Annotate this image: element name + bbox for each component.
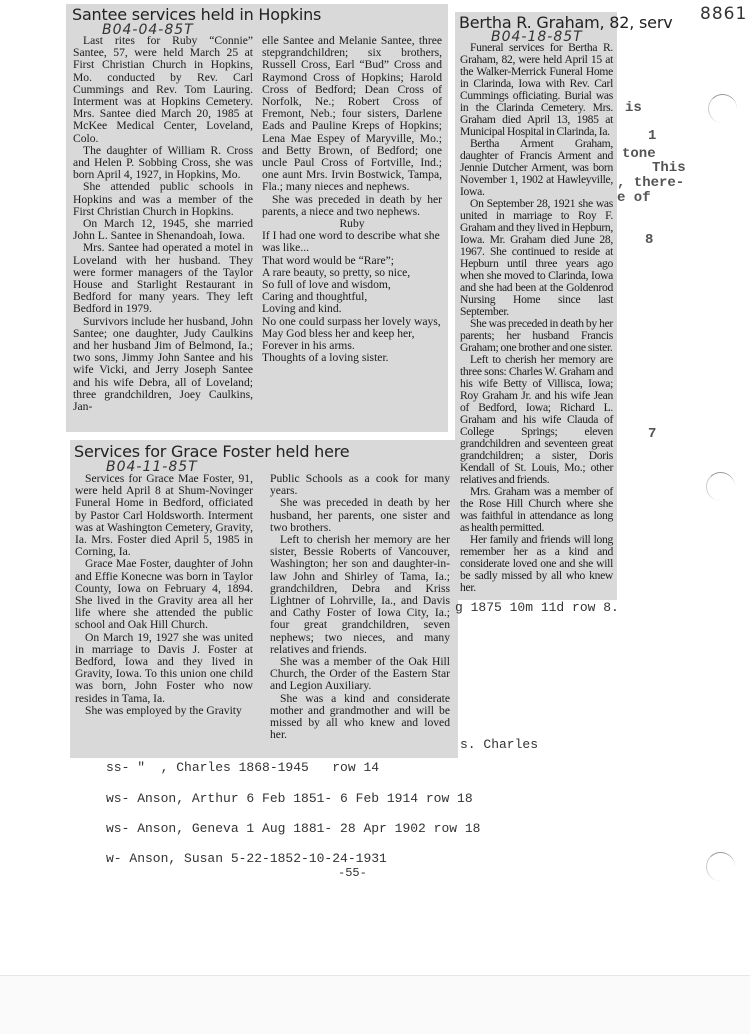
paragraph: Last rites for Ruby “Connie” Santee, 57, were held March 25 at First Christian Church in Hopkins, Mo. conducted by Rev. Carl Cummings and Rev. Tom Lauring. Interment was at Hopkins Cemetery. Mrs. Santee died March 20, 1985 at McKee Medical Center, Loveland, Colo. <box>73 34 253 145</box>
graham-column <box>460 42 613 594</box>
bleed-text: 1 <box>648 128 657 144</box>
poem-line: May God bless her and keep her, <box>262 326 415 340</box>
article-title: Bertha R. Graham, 82, serv <box>459 13 673 32</box>
santee-right-column <box>262 35 442 364</box>
poem-line: If I had one word to describe what she was like... <box>262 229 440 255</box>
article-title: Services for Grace Foster held here <box>74 442 350 461</box>
paragraph: She was preceded in death by her parents; her husband Francis Graham; one brother and one sister. <box>460 317 613 354</box>
paragraph: Left to cherish her memory are three sons: Charles W. Graham and his wife Betty of Villisca, Iowa; Roy Graham Jr. and his wife Jean of Bedford, Iowa; Richard L. Graham and his wife Clauda of College Springs; eleven grandchildren and seventeen great grandchildren; a sister, Doris Kendall of St. Louis, Mo.; other relatives and friends. <box>460 353 613 486</box>
bleed-text: 8 <box>645 232 654 248</box>
poem-title: Ruby <box>339 217 365 231</box>
poem-line: So full of love and wisdom, <box>262 278 391 292</box>
typed-record: ws- Anson, Geneva 1 Aug 1881- 28 Apr 1902 row 18 <box>106 821 481 836</box>
paragraph: She was preceded in death by her parents, a niece and two nephews. <box>262 192 442 218</box>
typed-fragment: g 1875 10m 11d row 8. <box>455 600 619 615</box>
paragraph: Left to cherish her memory are her sister, Bessie Roberts of Vancouver, Washington; her son and daughter-in-law John and Shirley of Tama, Ia.; grandchildren, Debra and Kriss Lightner of Lohrville, Ia., and Davis and Cathy Foster of Iowa City, Ia.; four great grandchildren, seven nephews; two nieces, and many relatives and friends. <box>270 533 450 656</box>
poem-line: Loving and kind. <box>262 302 342 316</box>
paragraph: Grace Mae Foster, daughter of John and Effie Konecne was born in Taylor County, Iowa on February 4, 1894. She lived in the Gravity area all her life where she attended the public school and Oak Hill Church. <box>75 557 253 632</box>
hole-punch <box>708 94 737 123</box>
bleed-text: e of <box>617 190 651 206</box>
paragraph: She attended public schools in Hopkins and was a member of the First Christian Church in Hopkins. <box>73 180 253 218</box>
paragraph: She was employed by the Gravity <box>85 703 242 717</box>
bleed-text: tone <box>622 146 656 162</box>
paragraph: Mrs. Graham was a member of the Rose Hill Church where she was faithful in attendance as long as health permitted. <box>460 485 613 534</box>
bleed-text: 7 <box>648 426 657 442</box>
bleed-text: is <box>625 100 642 116</box>
bleed-text: , there- <box>617 175 685 191</box>
santee-clipping <box>66 4 448 432</box>
paragraph: Mrs. Santee had operated a motel in Loveland with her husband. They were former managers of the Taylor House and Starlight Restaurant in Bedford for many years. They left Bedford in 1979. <box>73 241 253 316</box>
paragraph: Public Schools as a cook for many years. <box>270 472 450 498</box>
paragraph: elle Santee and Melanie Santee, three stepgrandchildren; six brothers, Russell Cross, Earl “Bud” Cross and Raymond Cross of Hopkins; Harold Cross of Bedford; Dean Cross of Norfolk, Ne.; Robert Cross of Fremont, Neb.; four sisters, Darlene Eads and Pauline Kreps of Hopkins; Lena Mae Espey of Maryville, Mo.; and Betty Brown, of Bedford; one uncle Paul Cross of Fortville, Ind.; one aunt Mrs. Irvin Bostwick, Tampa, Fla.; many nieces and nephews. <box>262 34 442 194</box>
typed-page-number: -55- <box>338 866 367 880</box>
foster-clipping <box>70 440 458 758</box>
hole-punch <box>706 472 735 501</box>
handwritten-page-number: 8861 <box>700 4 748 24</box>
poem-line: Thoughts of a loving sister. <box>262 351 389 365</box>
foster-left-column <box>75 473 253 717</box>
paragraph: The daughter of William R. Cross and Helen P. Sobbing Cross, she was born April 4, 1927, in Hopkins, Mo. <box>73 143 253 182</box>
bleed-text: This <box>652 160 686 176</box>
paragraph: Survivors include her husband, John Santee; one daughter, Judy Caulkins and her husband Jim of Belmond, Ia.; two sons, Jimmy John Santee and his wife Vicki, and Jerry Joseph Santee and his wife Debra, all of Loveland; three grandchildren, Joey Caulkins, Jan- <box>73 314 253 414</box>
paragraph: Services for Grace Mae Foster, 91, were held April 8 at Shum-Novinger Funeral Home in Bedford, officiated by Pastor Carl Holdsworth. Interment was at Washington Cemetery, Gravity, Ia. Mrs. Foster died April 5, 1985 in Corning, Ia. <box>75 472 253 559</box>
article-title: Santee services held in Hopkins <box>72 5 322 24</box>
poem-line: Forever in his arms. <box>262 339 355 353</box>
foster-right-column <box>270 473 450 741</box>
paragraph: Her family and friends will long remember her as a kind and considerate loved one and she will be sadly missed by all who knew her. <box>460 533 613 594</box>
typed-record: ws- Anson, Arthur 6 Feb 1851- 6 Feb 1914 row 18 <box>106 791 473 806</box>
poem-line: That word would be “Rare”; <box>262 253 394 267</box>
paragraph: She was a kind and considerate mother and grandmother and will be missed by all who knew and loved her. <box>270 691 450 742</box>
typed-record: ss- " , Charles 1868-1945 row 14 <box>106 760 380 775</box>
paragraph: On March 19, 1927 she was united in marriage to Davis J. Foster at Bedford, Iowa and they lived in Gravity, Iowa. To this union one child was born, John Foster who now resides in Tama, Ia. <box>75 630 253 705</box>
poem-line: Caring and thoughtful, <box>262 290 368 304</box>
typed-fragment: s. Charles <box>460 737 539 752</box>
poem-line: No one could surpass her lovely ways, <box>262 314 441 328</box>
scan-bottom-margin <box>0 975 750 1034</box>
paragraph: She was a member of the Oak Hill Church, the Order of the Eastern Star and Legion Auxiliary. <box>270 655 450 693</box>
paragraph: Funeral services for Bertha R. Graham, 82, were held April 15 at the Walker-Merrick Funeral Home in Clarinda, Iowa with Rev. Carl Cummings officiating. Burial was in the Clarinda Cemetery. Mrs. Graham died April 13, 1985 at Municipal Hospital in Clarinda, Ia. <box>460 41 613 138</box>
santee-left-column <box>73 35 253 413</box>
paragraph: She was preceded in death by her husband, her parents, one sister and two brothers. <box>270 496 450 534</box>
hole-punch <box>706 852 735 881</box>
poem-line: A rare beauty, so pretty, so nice, <box>262 265 411 279</box>
handwritten-date: B04-04-85T <box>102 22 194 38</box>
handwritten-date: B04-11-85T <box>106 459 198 475</box>
paragraph: On March 12, 1945, she married John L. Santee in Shenandoah, Iowa. <box>73 217 253 243</box>
typed-record: w- Anson, Susan 5-22-1852-10-24-1931 <box>106 851 387 866</box>
handwritten-date: B04-18-85T <box>491 29 583 45</box>
paragraph: Bertha Arment Graham, daughter of Francis Arment and Jennie Dutcher Arment, was born November 1, 1902 at Hawleyville, Iowa. <box>460 137 613 198</box>
paragraph: On September 28, 1921 she was united in marriage to Roy F. Graham and they lived in Hepburn, Iowa. Mr. Graham died June 28, 1967. She continued to reside at Hepburn until three years ago when she moved to Clarinda, Iowa and she had been at the Goldenrod Nursing Home since last September. <box>460 197 613 318</box>
